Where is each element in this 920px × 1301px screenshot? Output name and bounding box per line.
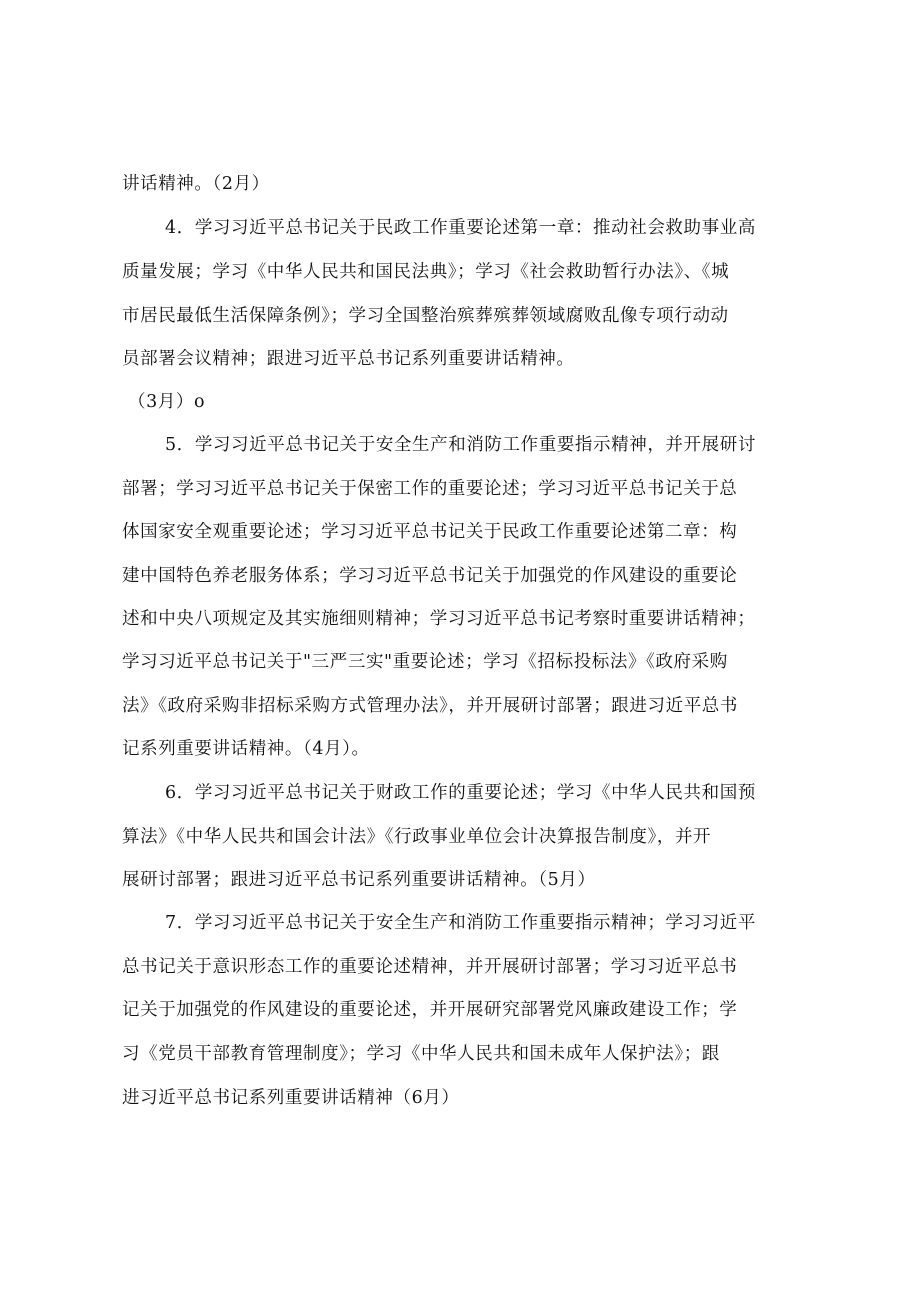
paragraph-7-line-3: 记关于加强党的作风建设的重要论述，并开展研究部署党风廉政建设工作；学 xyxy=(122,1000,738,1020)
paragraph-5-line-7: 法》《政府采购非招标采购方式管理办法》，并开展研讨部署；跟进习近平总书 xyxy=(122,696,738,716)
paragraph-5-line-5: 述和中央八项规定及其实施细则精神；学习习近平总书记考察时重要讲话精神； xyxy=(122,609,756,629)
paragraph-6-line-3: 展研讨部署；跟进习近平总书记系列重要讲话精神。（5月） xyxy=(122,870,596,890)
paragraph-4-line-2: 质量发展；学习《中华人民共和国民法典》；学习《社会救助暂行办法》、《城 xyxy=(122,262,730,282)
paragraph-5-line-3: 体国家安全观重要论述；学习习近平总书记关于民政工作重要论述第二章：构 xyxy=(122,522,738,542)
paragraph-5-line-2: 部署；学习习近平总书记关于保密工作的重要论述；学习习近平总书记关于总 xyxy=(122,479,738,499)
paragraph-5-line-1: 5．学习习近平总书记关于安全生产和消防工作重要指示精神，并开展研讨 xyxy=(165,435,756,455)
text-line: 讲话精神。（2月） xyxy=(122,174,270,194)
paragraph-7-line-4: 习《党员干部教育管理制度》；学习《中华人民共和国未成年人保护法》；跟 xyxy=(122,1044,720,1064)
paragraph-4-line-1: 4．学习习近平总书记关于民政工作重要论述第一章：推动社会救助事业高 xyxy=(165,218,756,238)
paragraph-5-line-8: 记系列重要讲话精神。（4月）。 xyxy=(122,739,370,759)
paragraph-4-line-3: 市居民最低生活保障条例》；学习全国整治殡葬殡葬领域腐败乱像专项行动动 xyxy=(122,306,729,326)
paragraph-7-line-5: 进习近平总书记系列重要讲话精神（6月） xyxy=(122,1088,460,1108)
month-note: （3月）o xyxy=(128,392,206,412)
paragraph-6-line-1: 6．学习习近平总书记关于财政工作的重要论述；学习《中华人民共和国预 xyxy=(165,783,756,803)
paragraph-5-line-4: 建中国特色养老服务体系；学习习近平总书记关于加强党的作风建设的重要论 xyxy=(122,566,738,586)
paragraph-4-line-4: 员部署会议精神；跟进习近平总书记系列重要讲话精神。 xyxy=(122,349,575,369)
paragraph-6-line-2: 算法》《中华人民共和国会计法》《行政事业单位会计决算报告制度》，并开 xyxy=(122,827,712,847)
paragraph-7-line-1: 7．学习习近平总书记关于安全生产和消防工作重要指示精神；学习习近平 xyxy=(165,913,756,933)
paragraph-5-line-6: 学习习近平总书记关于"三严三实"重要论述；学习《招标投标法》《政府采购 xyxy=(122,652,728,672)
paragraph-7-line-2: 总书记关于意识形态工作的重要论述精神，并开展研讨部署；学习习近平总书 xyxy=(122,957,738,977)
